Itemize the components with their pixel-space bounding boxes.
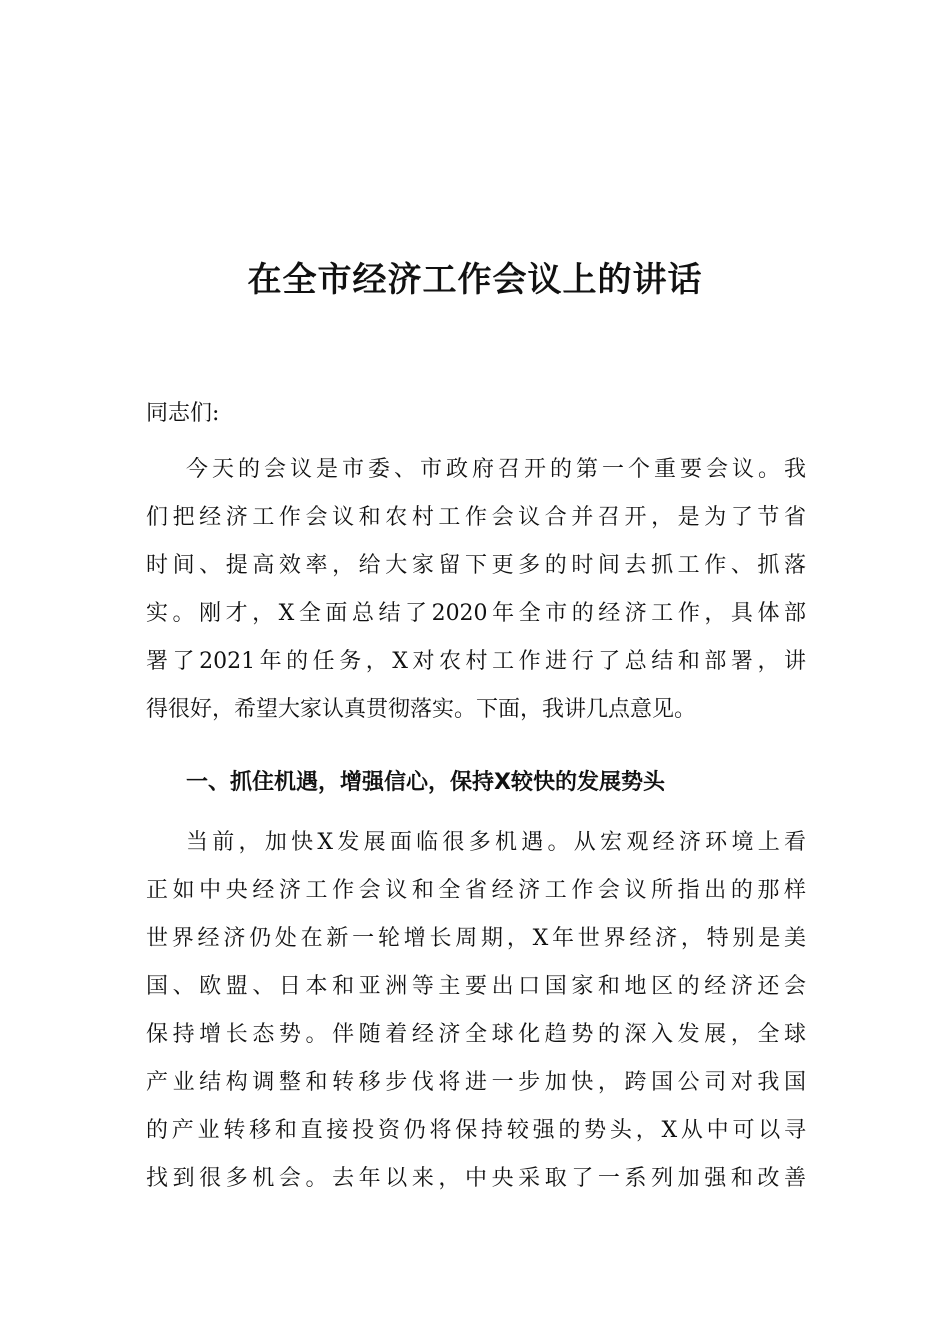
paragraph-line: 实。刚才，X全面总结了2020年全市的经济工作，具体部: [146, 601, 806, 626]
paragraph-line: 当前，加快X发展面临很多机遇。从宏观经济环境上看: [186, 830, 806, 855]
paragraph-line: 保持增长态势。伴随着经济全球化趋势的深入发展，全球: [146, 1022, 806, 1047]
document-title: 在全市经济工作会议上的讲话: [247, 260, 703, 300]
section-heading: 一、抓住机遇，增强信心，保持X较快的发展势头: [186, 770, 665, 795]
paragraph-line: 国、欧盟、日本和亚洲等主要出口国家和地区的经济还会: [146, 974, 806, 999]
paragraph-line: 们把经济工作会议和农村工作会议合并召开，是为了节省: [146, 505, 806, 530]
paragraph-line: 的产业转移和直接投资仍将保持较强的势头，X从中可以寻: [146, 1118, 806, 1143]
paragraph-line: 得很好，希望大家认真贯彻落实。下面，我讲几点意见。: [146, 697, 697, 722]
paragraph-line: 世界经济仍处在新一轮增长周期，X年世界经济，特别是美: [146, 926, 806, 951]
paragraph-line: 今天的会议是市委、市政府召开的第一个重要会议。我: [186, 457, 806, 482]
paragraph-opening: [146, 446, 806, 734]
paragraph-section1: [146, 819, 806, 1203]
paragraph-line: 时间、提高效率，给大家留下更多的时间去抓工作、抓落: [146, 553, 806, 578]
paragraph-line: 正如中央经济工作会议和全省经济工作会议所指出的那样: [146, 878, 806, 903]
paragraph-line: 找到很多机会。去年以来，中央采取了一系列加强和改善: [146, 1166, 806, 1191]
paragraph-line: 署了2021年的任务，X对农村工作进行了总结和部署，讲: [146, 649, 806, 674]
paragraph-line: 产业结构调整和转移步伐将进一步加快，跨国公司对我国: [146, 1070, 806, 1095]
salutation: 同志们:: [146, 401, 220, 426]
